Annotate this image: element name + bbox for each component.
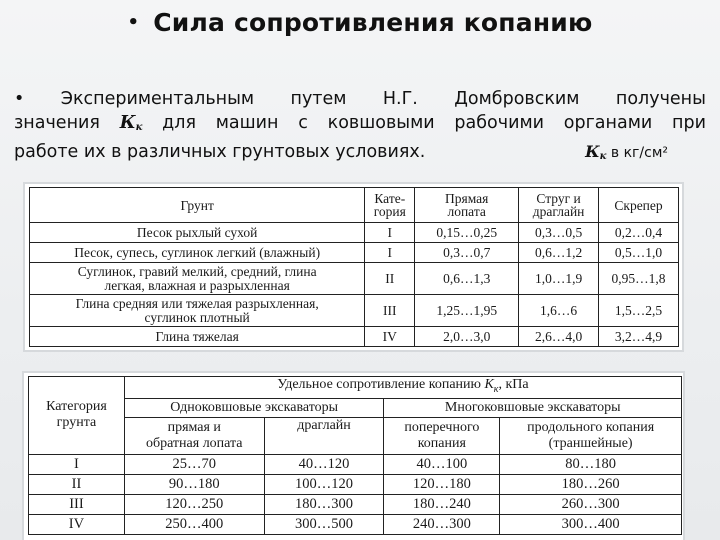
table-row <box>29 514 682 534</box>
long-cell: 300…400 <box>500 514 682 534</box>
category-cell: II <box>29 474 125 494</box>
scraper-cell: 0,5…1,0 <box>599 243 679 263</box>
soil-cell: Глина тяжелая <box>30 327 365 347</box>
table-caption: Удельное сопротивление копанию $К_к$, кПа <box>124 377 681 399</box>
table-row <box>30 295 679 327</box>
header-soil: Грунт <box>30 188 365 223</box>
unit-note <box>585 140 668 169</box>
soil-resistance-table-image <box>23 182 684 352</box>
scraper-cell: 1,5…2,5 <box>599 295 679 327</box>
title-bullet: • <box>127 12 140 33</box>
kk-letter: К <box>119 113 136 133</box>
table-row <box>30 327 679 347</box>
table-row <box>30 243 679 263</box>
paragraph-line-3 <box>14 140 706 169</box>
word-4: Домбровским <box>454 89 580 109</box>
soil-resistance-table <box>29 187 679 347</box>
header-scraper: Скрепер <box>599 188 679 223</box>
line2-before: значения <box>14 113 100 133</box>
cross-cell: 180…240 <box>384 494 500 514</box>
soil-cell: Глина средняя или тяжелая разрыхленная, суглинок плотный <box>30 295 365 327</box>
excavator-resistance-table-image <box>22 371 685 540</box>
table-row <box>29 494 682 514</box>
header-category: Кате- гория <box>365 188 415 223</box>
dragline-cell: 40…120 <box>264 454 384 474</box>
header-shovel: Прямая лопата <box>415 188 519 223</box>
word-3: Н.Г. <box>382 89 418 109</box>
category-cell: I <box>365 223 415 243</box>
scraper-cell: 0,95…1,8 <box>599 263 679 295</box>
cross-cell: 120…180 <box>384 474 500 494</box>
dragline-cell: 100…120 <box>264 474 384 494</box>
table-subheader-row <box>29 417 682 454</box>
paragraph-line-1 <box>14 87 706 111</box>
shovel-cell: 0,3…0,7 <box>415 243 519 263</box>
scraper-cell: 3,2…4,9 <box>599 327 679 347</box>
shovel-cell: 2,0…3,0 <box>415 327 519 347</box>
shovel-cell: 1,25…1,95 <box>415 295 519 327</box>
header-long-digging: продольного копания (траншейные) <box>500 417 682 454</box>
dragline-cell: 0,3…0,5 <box>519 223 599 243</box>
category-cell: I <box>29 454 125 474</box>
word-1: Экспериментальным <box>60 89 255 109</box>
cross-cell: 240…300 <box>384 514 500 534</box>
title-text: Сила сопротивления копанию <box>153 8 593 37</box>
category-cell: I <box>365 243 415 263</box>
header-soil-category: Категория грунта <box>29 377 125 455</box>
category-cell: III <box>365 295 415 327</box>
table-row <box>29 454 682 474</box>
kk-symbol <box>120 113 143 133</box>
dragline-cell: 1,0…1,9 <box>519 263 599 295</box>
table-row <box>29 474 682 494</box>
intro-paragraph <box>14 87 706 169</box>
line3-text: работе их в различных грунтовых условиях. <box>14 142 426 162</box>
header-multi-bucket: Многоковшовые экскаваторы <box>384 398 682 417</box>
shovel-cell: 120…250 <box>124 494 264 514</box>
kk-subscript: к <box>135 122 143 133</box>
soil-cell: Песок рыхлый сухой <box>30 223 365 243</box>
dragline-cell: 2,6…4,0 <box>519 327 599 347</box>
unit-letter: К <box>585 142 600 161</box>
unit-subscript: к <box>599 151 607 162</box>
header-single-bucket: Одноковшовые экскаваторы <box>124 398 384 417</box>
table-row <box>30 223 679 243</box>
excavator-resistance-table <box>28 376 682 535</box>
word-2: путем <box>290 89 347 109</box>
shovel-cell: 90…180 <box>124 474 264 494</box>
category-cell: IV <box>365 327 415 347</box>
shovel-cell: 0,15…0,25 <box>415 223 519 243</box>
category-cell: II <box>365 263 415 295</box>
dragline-cell: 0,6…1,2 <box>519 243 599 263</box>
shovel-cell: 25…70 <box>124 454 264 474</box>
header-cross-digging: поперечного копания <box>384 417 500 454</box>
header-shovel: прямая и обратная лопата <box>124 417 264 454</box>
soil-cell: Песок, супесь, суглинок легкий (влажный) <box>30 243 365 263</box>
header-dragline: Струг и драглайн <box>519 188 599 223</box>
scraper-cell: 0,2…0,4 <box>599 223 679 243</box>
table-group-row <box>29 398 682 417</box>
long-cell: 80…180 <box>500 454 682 474</box>
category-cell: III <box>29 494 125 514</box>
shovel-cell: 0,6…1,3 <box>415 263 519 295</box>
soil-cell: Суглинок, гравий мелкий, средний, глина легкая, влажная и разрыхленная <box>30 263 365 295</box>
header-dragline: драглайн <box>264 417 384 454</box>
cross-cell: 40…100 <box>384 454 500 474</box>
paragraph-bullet: • <box>14 89 25 109</box>
table-header-row <box>30 188 679 223</box>
long-cell: 260…300 <box>500 494 682 514</box>
dragline-cell: 300…500 <box>264 514 384 534</box>
table-row <box>30 263 679 295</box>
long-cell: 180…260 <box>500 474 682 494</box>
unit-text: в кг/см² <box>610 145 668 161</box>
unit-symbol <box>585 142 606 161</box>
slide-title <box>0 8 720 37</box>
table-caption-row <box>29 377 682 399</box>
paragraph-line-2 <box>14 111 706 140</box>
dragline-cell: 1,6…6 <box>519 295 599 327</box>
line2-after: для машин с ковшовыми рабочими органами при <box>162 113 706 133</box>
dragline-cell: 180…300 <box>264 494 384 514</box>
category-cell: IV <box>29 514 125 534</box>
word-5: получены <box>615 89 706 109</box>
shovel-cell: 250…400 <box>124 514 264 534</box>
